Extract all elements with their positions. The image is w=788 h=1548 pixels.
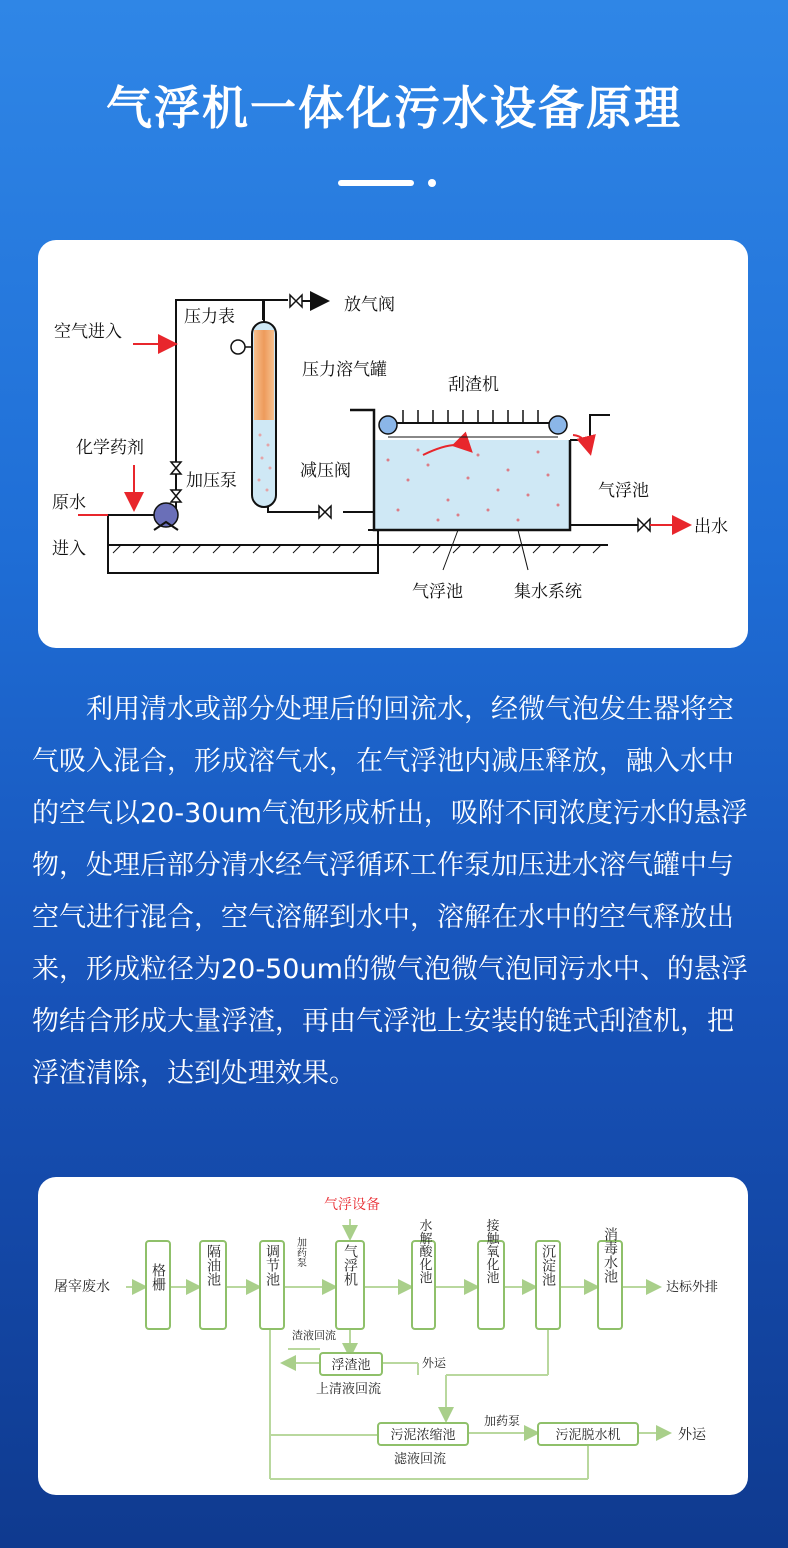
label-vent-valve: 放气阀 (344, 295, 395, 315)
label-raw-water: 原水 (52, 493, 86, 513)
flow-step-7: 沉淀池 (540, 1244, 556, 1286)
label-air-in: 空气进入 (54, 322, 122, 342)
label-scraper: 刮渣机 (448, 375, 499, 395)
page-title: 气浮机一体化污水设备原理 (106, 81, 682, 135)
flow-step-3: 调节池 (264, 1244, 280, 1286)
flow-step-4: 气浮机 (342, 1244, 358, 1286)
process-flowchart-card (38, 1177, 748, 1495)
flow-step-2: 隔油池 (205, 1244, 221, 1286)
principle-diagram (38, 240, 748, 648)
relief-valve-icon (319, 506, 331, 518)
flow-step-6: 接触氧化池 (483, 1218, 499, 1284)
label-booster-pump: 加压泵 (186, 471, 237, 491)
description-paragraph: 利用清水或部分处理后的回流水，经微气泡发生器将空气吸入混合，形成溶气水，在气浮池内减压释放，融入水中的空气以20-30um气泡形成析出，吸附不同浓度污水的悬浮物，处理后部分清水经气浮循环工作泵加压进水溶气罐中与空气进行混合，空气溶解到水中，溶解在水中的空气释放出来，形成粒径为20-50um的微气泡微气泡同污水中、的悬浮物结合形成大量浮渣，再由气浮池上安装的链式刮渣机，把浮渣清除，达到处理效果。 (32, 694, 748, 1089)
booster-pump-icon (154, 503, 178, 530)
label-collection-system: 集水系统 (514, 582, 582, 602)
flow-haul-away-2: 外运 (678, 1427, 706, 1443)
label-flotation-tank-right: 气浮池 (598, 481, 649, 501)
flow-sludge-dewatering: 污泥脱水机 (555, 1428, 621, 1443)
flow-step-5: 水解酸化池 (416, 1218, 432, 1284)
flow-haul-away-1: 外运 (422, 1356, 447, 1370)
label-flotation-tank-bottom: 气浮池 (412, 582, 463, 602)
flow-equipment-label: 气浮设备 (324, 1197, 380, 1213)
vent-valve-icon (290, 295, 326, 307)
label-pressure-gauge: 压力表 (184, 307, 235, 327)
inlet-piping (108, 300, 378, 573)
flow-supernatant-return: 上清液回流 (316, 1382, 382, 1397)
outlet-piping (570, 519, 688, 531)
flow-dosing-pump-small: 加药泵 (294, 1237, 306, 1267)
principle-diagram-card (38, 240, 748, 648)
flow-sludge-thickener: 污泥浓缩池 (390, 1428, 456, 1443)
label-outlet: 出水 (694, 517, 728, 537)
flow-discharge: 达标外排 (666, 1280, 719, 1295)
label-relief-valve: 减压阀 (300, 461, 351, 481)
process-flowchart (38, 1177, 748, 1495)
flow-scum-return: 渣液回流 (292, 1329, 336, 1342)
flow-scum-tank: 浮渣池 (331, 1358, 371, 1373)
ground (108, 545, 608, 553)
flotation-tank (350, 410, 610, 530)
label-chemical: 化学药剂 (76, 438, 144, 458)
flow-source: 屠宰废水 (54, 1279, 110, 1295)
title-decoration (338, 178, 458, 188)
pressure-tank (252, 300, 288, 507)
label-inlet: 进入 (52, 539, 86, 559)
flow-step-1: 格栅 (150, 1263, 166, 1291)
title-deco-dot (428, 179, 436, 187)
label-pressure-tank: 压力溶气罐 (302, 360, 387, 380)
flow-dosing-pump: 加药泵 (484, 1414, 521, 1428)
pressure-gauge-icon (231, 340, 251, 354)
flow-step-8: 消毒水池 (602, 1227, 618, 1283)
flow-filtrate-return: 滤液回流 (394, 1452, 447, 1467)
title-deco-bar (338, 180, 414, 186)
